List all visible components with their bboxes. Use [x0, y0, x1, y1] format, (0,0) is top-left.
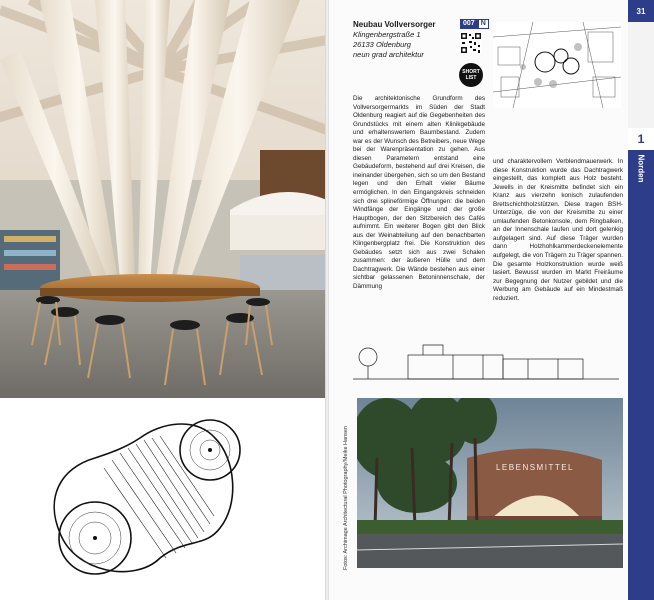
interior-photo: [0, 0, 327, 398]
floor-plan-drawing: [0, 398, 327, 600]
body-text-column-2: und charaktervollem Verblendmauerwerk. In diese Konstruktion wurde das Dachtragwerk eingestellt, das komplett aus Holz besteht. Jewells in der Kreismitte befindet sich ein Kranz aus vierzehn konisch zulaufenden Brettschichtholzstützen. Diese tragen BSH-Unterzüge, die von der Kreismitte zu einer umlaufenden Betonkonsole, dem Ringbalken, an der Innenschale laufen und dort gelenkig aufgelagert sind. Auf diese Träger wurden dann Holzhohlkammerdeckenelemente aufgelegt, die von Trägern zu Träger spannen. Die gesamte Holzkonstruktion wurde weiß lasiert. Bewusst wurden im Markt Freiräume zur Begegnung der Nutzer gebildet und die Werbung am Gebäude auf ein Mindestmaß reduziert.: [493, 158, 623, 302]
section-label-text: Norden: [636, 154, 646, 182]
building-section-drawing: [353, 337, 619, 387]
site-plan-drawing: [493, 22, 621, 108]
facade-lettering: LEBENSMITTEL: [495, 463, 575, 472]
project-address-line2: 26133 Oldenburg: [353, 40, 411, 49]
body-text-column-1: Die architektonische Grundform des Vollversorgermarkts im Süden der Stadt Oldenburg reagiert auf die Gegebenheiten des Grundstücks mit einem alten Klinikgebäude und erhaltenswertem Baumbestand. Zudem war es der Wunsch des Betreibers, neue Wege bei der Warenpräsentation zu gehen. Aus diesen Parametern entstand eine Gebäudeform, bestehend auf drei Kreisen, die ineinander übergehen, sich so um den Bestand legen und den Erhalt vieler Bäume ermöglichen. In den Eingangskreis schneiden sich drei splineförmige Öffnungen: die beiden Windfänge der Eingänge und der große Hauptbogen, der den Sitzbereich des Cafés aufnimmt. Ein weiterer Bogen gibt den Blick aus der Weinabteilung auf den benachbarten Klingenbergplatz frei. Die Konstruktion des Gebäudes setzt sich aus zwei Schalen zusammen: der äußeren Hülle und dem Dachtragwerk. Die Wände bestehen aus einer sichtbar gelassenen Betoninnenschale, der Dämmung: [353, 95, 485, 291]
right-page: [329, 0, 628, 600]
project-number: 007: [460, 19, 478, 29]
project-title: Neubau Vollversorger: [353, 20, 436, 29]
sidebar-band: [628, 186, 654, 600]
region-letter: N: [478, 19, 489, 29]
exterior-photo: [357, 398, 623, 568]
qr-code-icon[interactable]: [460, 32, 482, 54]
project-header: [353, 20, 463, 60]
project-number-badge: [460, 19, 489, 29]
shortlist-line2: LIST: [465, 75, 477, 81]
section-sidebar: [628, 0, 654, 600]
section-tab-number[interactable]: 1: [628, 128, 654, 150]
photo-credit: Fotos: Archimage Architectural Photography/Meike Hansen: [343, 426, 349, 570]
project-address-line1: Klingenbergstraße 1: [353, 30, 421, 39]
section-tab-label[interactable]: [628, 150, 654, 186]
shortlist-badge: [459, 63, 483, 87]
page-number: 31: [628, 0, 654, 22]
shortlist-line1: SHORT: [462, 69, 480, 75]
project-architect: neun grad architektur: [353, 50, 424, 59]
